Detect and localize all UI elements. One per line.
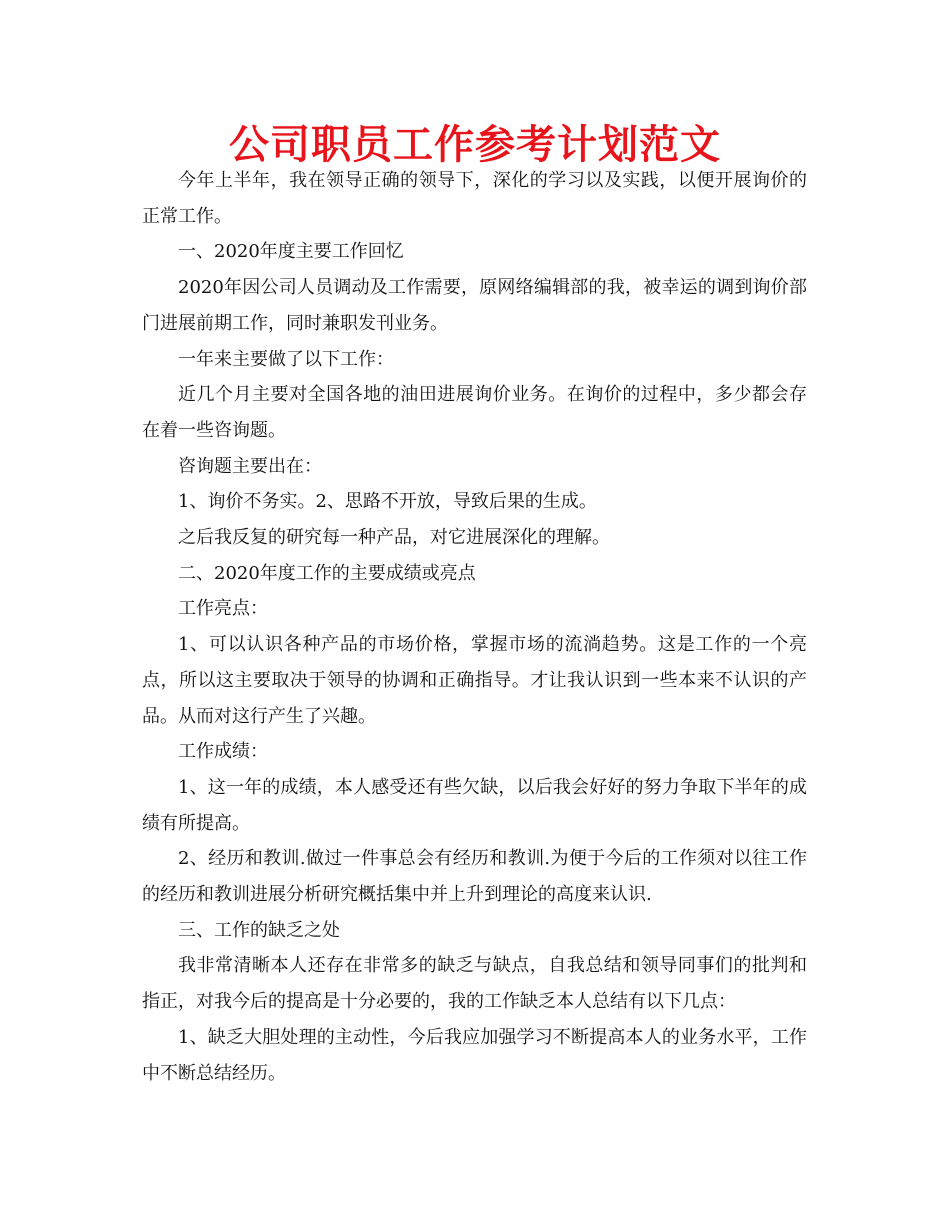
section-heading: 三、工作的缺乏之处: [178, 919, 340, 941]
paragraph: 咨询题主要出在：: [178, 455, 322, 477]
paragraph: 工作亮点：: [178, 598, 268, 620]
section-heading: 一、2020年度主要工作回忆: [178, 241, 404, 263]
paragraph: 2、经历和教训.做过一件事总会有经历和教训.为便于今后的工作须对以往工作的经历和教训进展分析研究概括集中并上升到理论的高度来认识.: [142, 848, 807, 906]
paragraph: 1、可以认识各种产品的市场价格，掌握市场的流淌趋势。这是工作的一个亮点，所以这主要取决于领导的协调和正确指导。才让我认识到一些本来不认识的产品。从而对这行产生了兴趣。: [142, 634, 807, 727]
paragraph: 我非常清晰本人还存在非常多的缺乏与缺点，自我总结和领导同事们的批判和指正，对我今后的提高是十分必要的，我的工作缺乏本人总结有以下几点：: [142, 955, 807, 1013]
paragraph: 1、询价不务实。2、思路不开放，导致后果的生成。: [178, 491, 597, 513]
paragraph: 今年上半年，我在领导正确的领导下，深化的学习以及实践，以便开展询价的正常工作。: [142, 170, 807, 227]
paragraph: 近几个月主要对全国各地的油田进展询价业务。在询价的过程中，多少都会存在着一些咨询题。: [142, 384, 807, 441]
paragraph: 1、这一年的成绩，本人感受还有些欠缺，以后我会好好的努力争取下半年的成绩有所提高。: [142, 776, 807, 834]
paragraph: 一年来主要做了以下工作：: [178, 348, 394, 370]
document-body: [142, 163, 807, 1091]
paragraph: 工作成绩：: [178, 741, 268, 763]
document-title: 公司职员工作参考计划范文: [229, 122, 721, 168]
paragraph: 之后我反复的研究每一种产品，对它进展深化的理解。: [178, 527, 610, 549]
paragraph: 1、缺乏大胆处理的主动性，今后我应加强学习不断提高本人的业务水平，工作中不断总结经历。: [142, 1026, 807, 1084]
section-heading: 二、2020年度工作的主要成绩或亮点: [178, 562, 476, 584]
paragraph: 2020年因公司人员调动及工作需要，原网络编辑部的我，被幸运的调到询价部门进展前期工作，同时兼职发刊业务。: [142, 277, 807, 334]
